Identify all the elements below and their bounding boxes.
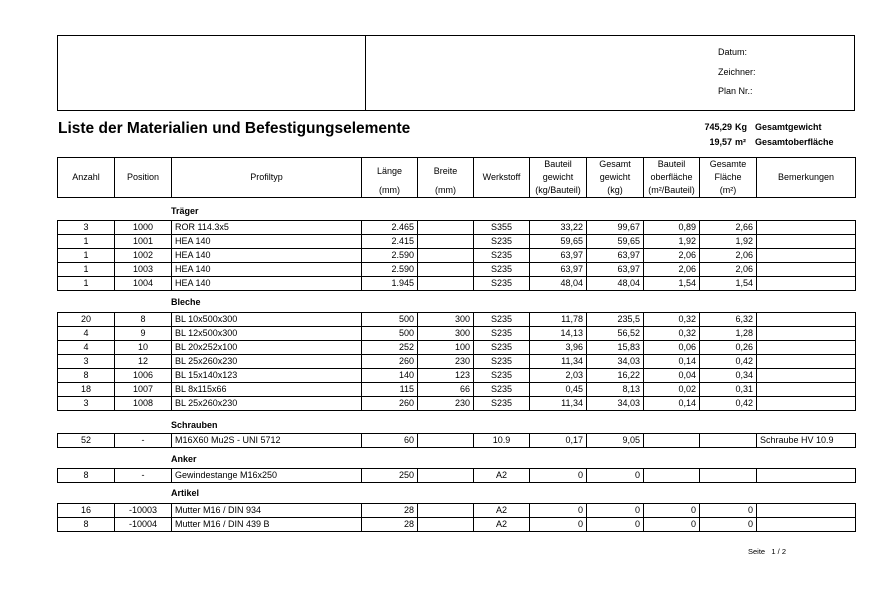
cell-gesamteflaeche: 2,66 bbox=[700, 221, 757, 235]
cell-gesamtgewicht: 0 bbox=[587, 518, 644, 532]
cell-anzahl: 4 bbox=[58, 327, 115, 341]
cell-profiltyp: BL 8x115x66 bbox=[172, 383, 362, 397]
table-row bbox=[58, 235, 856, 249]
col-breite bbox=[418, 158, 474, 198]
cell-gesamteflaeche: 0 bbox=[700, 518, 757, 532]
col-breite-unit: (mm) bbox=[435, 185, 456, 195]
section-label: Anker bbox=[171, 454, 197, 464]
cell-position: 1008 bbox=[115, 397, 172, 411]
cell-bauteilgewicht: 11,34 bbox=[530, 397, 587, 411]
total-weight-label: Gesamtgewicht bbox=[755, 122, 822, 132]
cell-gesamtgewicht: 15,83 bbox=[587, 341, 644, 355]
cell-gesamtgewicht: 8,13 bbox=[587, 383, 644, 397]
cell-gesamteflaeche: 1,28 bbox=[700, 327, 757, 341]
cell-bauteiloberflaeche: 0 bbox=[644, 504, 700, 518]
cell-werkstoff: S235 bbox=[474, 383, 530, 397]
cell-profiltyp: Gewindestange M16x250 bbox=[172, 469, 362, 483]
cell-laenge: 250 bbox=[362, 469, 418, 483]
cell-position: 1002 bbox=[115, 249, 172, 263]
col-laenge-label: Länge bbox=[376, 165, 403, 176]
cell-laenge: 260 bbox=[362, 355, 418, 369]
cell-position: 12 bbox=[115, 355, 172, 369]
cell-bauteilgewicht: 11,34 bbox=[530, 355, 587, 369]
column-header bbox=[57, 157, 856, 198]
cell-gesamteflaeche: 6,32 bbox=[700, 313, 757, 327]
cell-gesamtgewicht: 63,97 bbox=[587, 263, 644, 277]
cell-bauteiloberflaeche: 2,06 bbox=[644, 263, 700, 277]
datum-label: Datum: bbox=[718, 47, 748, 57]
cell-position: 1007 bbox=[115, 383, 172, 397]
cell-laenge: 2.415 bbox=[362, 235, 418, 249]
cell-bauteiloberflaeche: 0,04 bbox=[644, 369, 700, 383]
table-row bbox=[58, 434, 856, 448]
cell-werkstoff: A2 bbox=[474, 469, 530, 483]
cell-gesamtgewicht: 0 bbox=[587, 469, 644, 483]
col-bauteilgewicht bbox=[530, 158, 587, 198]
col-gesamtgewicht-unit: (kg) bbox=[607, 185, 623, 195]
cell-breite: 100 bbox=[418, 341, 474, 355]
col-gesamteflaeche-label: Gesamte Fläche bbox=[709, 159, 747, 182]
cell-breite: 230 bbox=[418, 355, 474, 369]
cell-laenge: 500 bbox=[362, 313, 418, 327]
cell-gesamteflaeche: 1,54 bbox=[700, 277, 757, 291]
cell-gesamtgewicht: 34,03 bbox=[587, 355, 644, 369]
cell-werkstoff: S235 bbox=[474, 277, 530, 291]
cell-position: 9 bbox=[115, 327, 172, 341]
cell-bauteiloberflaeche: 1,92 bbox=[644, 235, 700, 249]
cell-bauteiloberflaeche: 1,54 bbox=[644, 277, 700, 291]
cell-breite: 300 bbox=[418, 327, 474, 341]
col-laenge-unit: (mm) bbox=[379, 185, 400, 195]
cell-bauteilgewicht: 63,97 bbox=[530, 263, 587, 277]
cell-bauteilgewicht: 0,17 bbox=[530, 434, 587, 448]
cell-gesamteflaeche bbox=[700, 469, 757, 483]
section-table bbox=[57, 433, 856, 448]
cell-werkstoff: S235 bbox=[474, 397, 530, 411]
cell-breite bbox=[418, 235, 474, 249]
cell-werkstoff: S235 bbox=[474, 327, 530, 341]
cell-profiltyp: BL 15x140x123 bbox=[172, 369, 362, 383]
col-profiltyp: Profiltyp bbox=[172, 158, 362, 198]
cell-profiltyp: Mutter M16 / DIN 439 B bbox=[172, 518, 362, 532]
table-row bbox=[58, 369, 856, 383]
cell-bauteilgewicht: 11,78 bbox=[530, 313, 587, 327]
col-bauteiloberflaeche bbox=[644, 158, 700, 198]
plan-number-label: Plan Nr.: bbox=[718, 86, 753, 96]
cell-anzahl: 4 bbox=[58, 341, 115, 355]
cell-anzahl: 3 bbox=[58, 355, 115, 369]
cell-profiltyp: Mutter M16 / DIN 934 bbox=[172, 504, 362, 518]
cell-bauteiloberflaeche: 0,89 bbox=[644, 221, 700, 235]
cell-bemerkungen: Schraube HV 10.9 bbox=[757, 434, 856, 448]
cell-position: -10004 bbox=[115, 518, 172, 532]
table-row bbox=[58, 249, 856, 263]
cell-gesamtgewicht: 63,97 bbox=[587, 249, 644, 263]
cell-bemerkungen bbox=[757, 221, 856, 235]
cell-anzahl: 18 bbox=[58, 383, 115, 397]
cell-breite bbox=[418, 249, 474, 263]
cell-position: 1003 bbox=[115, 263, 172, 277]
table-row bbox=[58, 397, 856, 411]
cell-laenge: 2.465 bbox=[362, 221, 418, 235]
cell-laenge: 60 bbox=[362, 434, 418, 448]
page-footer bbox=[748, 547, 786, 556]
total-weight-unit: Kg bbox=[735, 122, 747, 132]
table-row bbox=[58, 221, 856, 235]
cell-bauteiloberflaeche: 0,14 bbox=[644, 397, 700, 411]
col-position: Position bbox=[115, 158, 172, 198]
col-anzahl: Anzahl bbox=[58, 158, 115, 198]
cell-gesamteflaeche: 0,34 bbox=[700, 369, 757, 383]
cell-gesamtgewicht: 99,67 bbox=[587, 221, 644, 235]
section-label: Bleche bbox=[171, 297, 201, 307]
cell-profiltyp: BL 10x500x300 bbox=[172, 313, 362, 327]
cell-bemerkungen bbox=[757, 369, 856, 383]
cell-profiltyp: M16X60 Mu2S - UNI 5712 bbox=[172, 434, 362, 448]
cell-bemerkungen bbox=[757, 355, 856, 369]
cell-laenge: 500 bbox=[362, 327, 418, 341]
cell-profiltyp: BL 12x500x300 bbox=[172, 327, 362, 341]
cell-anzahl: 8 bbox=[58, 469, 115, 483]
total-area-unit: m² bbox=[735, 137, 746, 147]
cell-profiltyp: HEA 140 bbox=[172, 277, 362, 291]
cell-profiltyp: HEA 140 bbox=[172, 263, 362, 277]
cell-position: 8 bbox=[115, 313, 172, 327]
cell-bauteilgewicht: 2,03 bbox=[530, 369, 587, 383]
col-gesamtgewicht bbox=[587, 158, 644, 198]
title-block bbox=[57, 35, 855, 111]
cell-breite: 300 bbox=[418, 313, 474, 327]
cell-gesamtgewicht: 59,65 bbox=[587, 235, 644, 249]
cell-anzahl: 20 bbox=[58, 313, 115, 327]
total-area-value: 19,57 bbox=[709, 137, 732, 147]
cell-laenge: 1.945 bbox=[362, 277, 418, 291]
cell-profiltyp: BL 20x252x100 bbox=[172, 341, 362, 355]
cell-gesamteflaeche bbox=[700, 434, 757, 448]
table-row bbox=[58, 469, 856, 483]
cell-werkstoff: S235 bbox=[474, 313, 530, 327]
cell-bauteiloberflaeche bbox=[644, 434, 700, 448]
cell-bauteilgewicht: 48,04 bbox=[530, 277, 587, 291]
cell-bauteilgewicht: 33,22 bbox=[530, 221, 587, 235]
total-area-label: Gesamtoberfläche bbox=[755, 137, 834, 147]
col-bemerkungen: Bemerkungen bbox=[757, 158, 856, 198]
table-row bbox=[58, 313, 856, 327]
cell-anzahl: 8 bbox=[58, 518, 115, 532]
table-row bbox=[58, 355, 856, 369]
cell-gesamtgewicht: 56,52 bbox=[587, 327, 644, 341]
cell-bauteiloberflaeche bbox=[644, 469, 700, 483]
cell-anzahl: 1 bbox=[58, 263, 115, 277]
cell-gesamteflaeche: 0 bbox=[700, 504, 757, 518]
cell-bemerkungen bbox=[757, 249, 856, 263]
cell-breite bbox=[418, 434, 474, 448]
cell-laenge: 252 bbox=[362, 341, 418, 355]
cell-gesamtgewicht: 34,03 bbox=[587, 397, 644, 411]
cell-breite bbox=[418, 469, 474, 483]
cell-anzahl: 16 bbox=[58, 504, 115, 518]
cell-gesamteflaeche: 0,31 bbox=[700, 383, 757, 397]
cell-bauteilgewicht: 3,96 bbox=[530, 341, 587, 355]
cell-anzahl: 1 bbox=[58, 249, 115, 263]
cell-bauteiloberflaeche: 0,02 bbox=[644, 383, 700, 397]
cell-werkstoff: S235 bbox=[474, 369, 530, 383]
cell-anzahl: 1 bbox=[58, 277, 115, 291]
col-werkstoff: Werkstoff bbox=[474, 158, 530, 198]
page-number: 1 bbox=[771, 547, 776, 556]
cell-bauteiloberflaeche: 0,14 bbox=[644, 355, 700, 369]
cell-anzahl: 8 bbox=[58, 369, 115, 383]
cell-breite: 66 bbox=[418, 383, 474, 397]
cell-werkstoff: S235 bbox=[474, 355, 530, 369]
cell-gesamtgewicht: 235,5 bbox=[587, 313, 644, 327]
cell-bauteiloberflaeche: 0,32 bbox=[644, 313, 700, 327]
col-laenge bbox=[362, 158, 418, 198]
cell-laenge: 115 bbox=[362, 383, 418, 397]
cell-profiltyp: BL 25x260x230 bbox=[172, 397, 362, 411]
section-label: Schrauben bbox=[171, 420, 218, 430]
page-title: Liste der Materialien und Befestigungselemente bbox=[58, 120, 411, 137]
col-breite-label: Breite bbox=[433, 165, 458, 176]
table-row bbox=[58, 341, 856, 355]
col-bauteiloberflaeche-unit: (m²/Bauteil) bbox=[648, 185, 695, 195]
col-gesamteflaeche-unit: (m²) bbox=[719, 185, 737, 195]
cell-breite bbox=[418, 504, 474, 518]
col-bauteiloberflaeche-label: Bauteil oberfläche bbox=[650, 159, 693, 182]
section-label: Artikel bbox=[171, 488, 200, 498]
section-table bbox=[57, 220, 856, 291]
cell-werkstoff: S235 bbox=[474, 341, 530, 355]
page-label: Seite bbox=[748, 547, 766, 556]
cell-bemerkungen bbox=[757, 504, 856, 518]
cell-breite bbox=[418, 221, 474, 235]
cell-gesamteflaeche: 0,42 bbox=[700, 397, 757, 411]
cell-laenge: 28 bbox=[362, 504, 418, 518]
cell-position: -10003 bbox=[115, 504, 172, 518]
section-table bbox=[57, 503, 856, 532]
cell-anzahl: 3 bbox=[58, 397, 115, 411]
table-row bbox=[58, 263, 856, 277]
cell-breite bbox=[418, 518, 474, 532]
cell-bemerkungen bbox=[757, 397, 856, 411]
section-table bbox=[57, 312, 856, 411]
cell-bauteiloberflaeche: 0,06 bbox=[644, 341, 700, 355]
cell-breite bbox=[418, 263, 474, 277]
table-row bbox=[58, 518, 856, 532]
cell-gesamteflaeche: 0,42 bbox=[700, 355, 757, 369]
zeichner-label: Zeichner: bbox=[718, 67, 756, 77]
cell-position: 1001 bbox=[115, 235, 172, 249]
cell-position: - bbox=[115, 434, 172, 448]
cell-profiltyp: HEA 140 bbox=[172, 235, 362, 249]
cell-breite: 123 bbox=[418, 369, 474, 383]
cell-profiltyp: BL 25x260x230 bbox=[172, 355, 362, 369]
cell-bemerkungen bbox=[757, 313, 856, 327]
total-weight bbox=[704, 122, 851, 132]
cell-bauteilgewicht: 0 bbox=[530, 504, 587, 518]
col-gesamtgewicht-label: Gesamt gewicht bbox=[599, 159, 631, 182]
cell-laenge: 260 bbox=[362, 397, 418, 411]
cell-position: 1000 bbox=[115, 221, 172, 235]
cell-werkstoff: S355 bbox=[474, 221, 530, 235]
cell-werkstoff: 10.9 bbox=[474, 434, 530, 448]
cell-bemerkungen bbox=[757, 383, 856, 397]
cell-gesamteflaeche: 1,92 bbox=[700, 235, 757, 249]
cell-laenge: 2.590 bbox=[362, 249, 418, 263]
table-row bbox=[58, 383, 856, 397]
cell-position: 1004 bbox=[115, 277, 172, 291]
page-total: 2 bbox=[781, 547, 786, 556]
cell-position: - bbox=[115, 469, 172, 483]
cell-gesamteflaeche: 0,26 bbox=[700, 341, 757, 355]
cell-bemerkungen bbox=[757, 277, 856, 291]
title-block-divider bbox=[365, 36, 366, 110]
col-gesamteflaeche bbox=[700, 158, 757, 198]
cell-anzahl: 52 bbox=[58, 434, 115, 448]
cell-breite: 230 bbox=[418, 397, 474, 411]
cell-bauteilgewicht: 14,13 bbox=[530, 327, 587, 341]
cell-werkstoff: S235 bbox=[474, 263, 530, 277]
section-table bbox=[57, 468, 856, 483]
table-row bbox=[58, 504, 856, 518]
cell-bauteilgewicht: 59,65 bbox=[530, 235, 587, 249]
cell-bauteilgewicht: 0 bbox=[530, 518, 587, 532]
cell-bemerkungen bbox=[757, 235, 856, 249]
total-weight-value: 745,29 bbox=[704, 122, 732, 132]
cell-bemerkungen bbox=[757, 341, 856, 355]
cell-laenge: 2.590 bbox=[362, 263, 418, 277]
cell-position: 10 bbox=[115, 341, 172, 355]
cell-laenge: 140 bbox=[362, 369, 418, 383]
cell-laenge: 28 bbox=[362, 518, 418, 532]
table-row bbox=[58, 327, 856, 341]
cell-bemerkungen bbox=[757, 263, 856, 277]
cell-bauteiloberflaeche: 2,06 bbox=[644, 249, 700, 263]
cell-profiltyp: HEA 140 bbox=[172, 249, 362, 263]
section-label: Träger bbox=[171, 206, 199, 216]
page-separator: / bbox=[777, 547, 780, 556]
cell-gesamteflaeche: 2,06 bbox=[700, 249, 757, 263]
cell-bauteilgewicht: 0 bbox=[530, 469, 587, 483]
cell-bauteilgewicht: 0,45 bbox=[530, 383, 587, 397]
cell-gesamtgewicht: 0 bbox=[587, 504, 644, 518]
cell-werkstoff: A2 bbox=[474, 518, 530, 532]
cell-gesamtgewicht: 48,04 bbox=[587, 277, 644, 291]
table-row bbox=[58, 277, 856, 291]
cell-bemerkungen bbox=[757, 327, 856, 341]
col-bauteilgewicht-unit: (kg/Bauteil) bbox=[535, 185, 581, 195]
cell-gesamtgewicht: 9,05 bbox=[587, 434, 644, 448]
cell-bauteilgewicht: 63,97 bbox=[530, 249, 587, 263]
cell-anzahl: 1 bbox=[58, 235, 115, 249]
cell-breite bbox=[418, 277, 474, 291]
cell-werkstoff: S235 bbox=[474, 249, 530, 263]
col-bauteilgewicht-label: Bauteil gewicht bbox=[542, 159, 574, 182]
total-area bbox=[709, 137, 851, 147]
cell-werkstoff: A2 bbox=[474, 504, 530, 518]
cell-profiltyp: ROR 114.3x5 bbox=[172, 221, 362, 235]
cell-anzahl: 3 bbox=[58, 221, 115, 235]
cell-gesamteflaeche: 2,06 bbox=[700, 263, 757, 277]
cell-bemerkungen bbox=[757, 469, 856, 483]
cell-werkstoff: S235 bbox=[474, 235, 530, 249]
cell-gesamtgewicht: 16,22 bbox=[587, 369, 644, 383]
cell-bauteiloberflaeche: 0 bbox=[644, 518, 700, 532]
cell-position: 1006 bbox=[115, 369, 172, 383]
cell-bauteiloberflaeche: 0,32 bbox=[644, 327, 700, 341]
cell-bemerkungen bbox=[757, 518, 856, 532]
